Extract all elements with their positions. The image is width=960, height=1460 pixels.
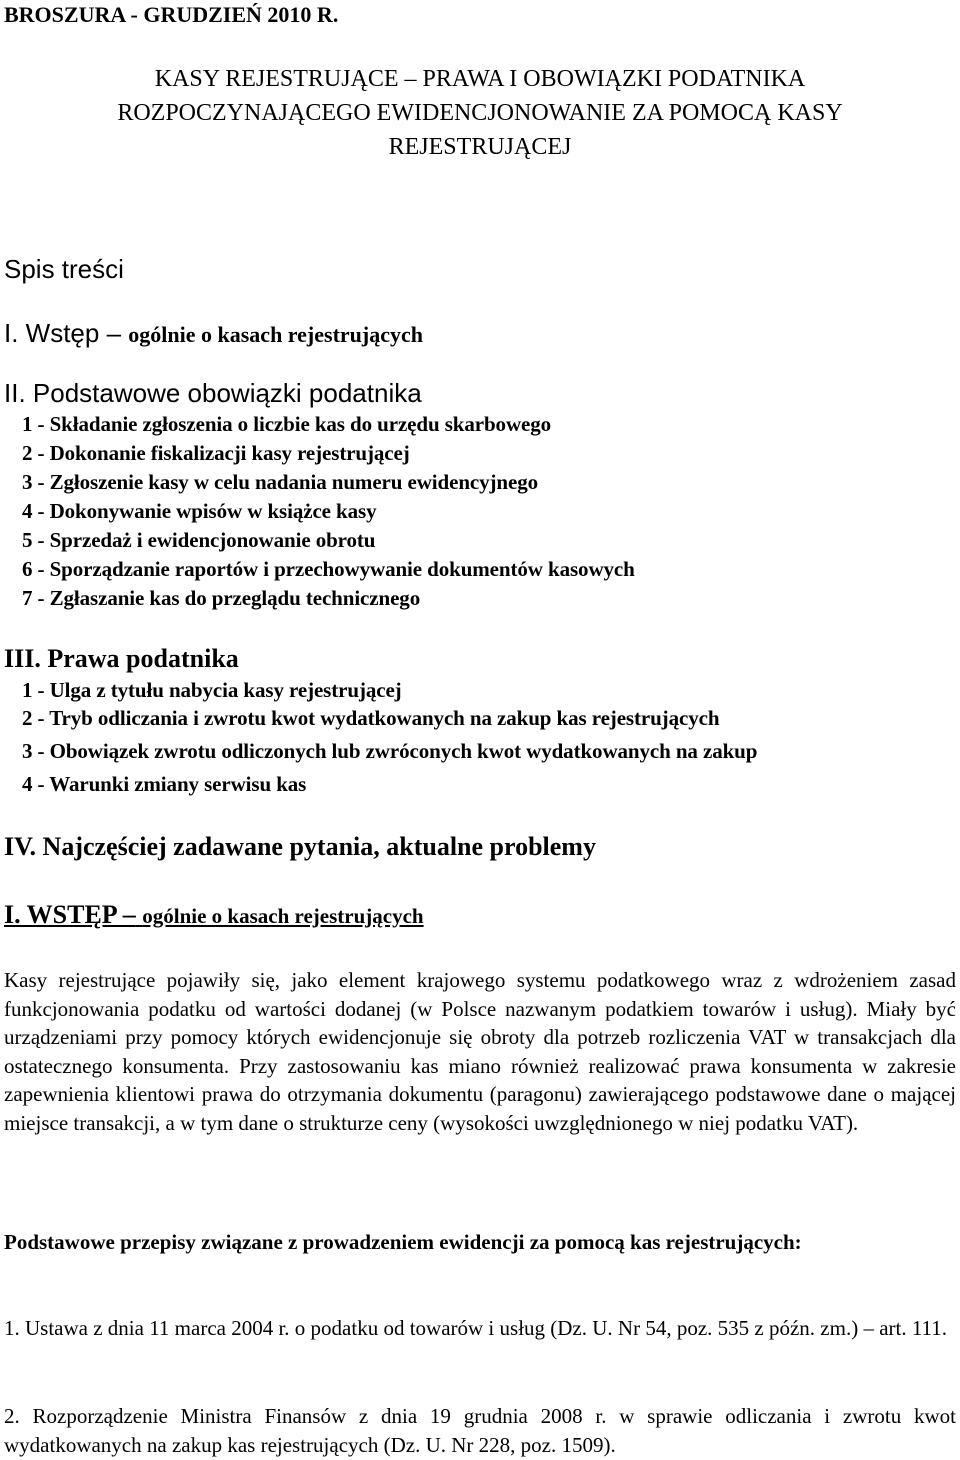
toc-item: 2 - Tryb odliczania i zwrotu kwot wydatkowanych na zakup kas rejestrujących	[22, 706, 720, 730]
toc-item: 5 - Sprzedaż i ewidencjonowanie obrotu	[22, 528, 376, 552]
toc-section-4-heading: IV. Najczęściej zadawane pytania, aktualne problemy	[4, 832, 596, 861]
toc-item: 1 - Składanie zgłoszenia o liczbie kas do urzędu skarbowego	[22, 412, 552, 436]
toc-item: 6 - Sporządzanie raportów i przechowywanie dokumentów kasowych	[22, 557, 635, 581]
document-title-line-3: REJESTRUJĄCEJ	[388, 134, 572, 160]
document-title-line-1: KASY REJESTRUJĄCE – PRAWA I OBOWIĄZKI PODATNIKA	[154, 66, 806, 92]
regulation-item-2: 2. Rozporządzenie Ministra Finansów z dnia 19 grudnia 2008 r. w sprawie odliczania i zwrotu kwot wydatkowanych na zakup kas rejestrujących (Dz. U. Nr 228, poz. 1509).	[4, 1404, 956, 1457]
regulation-item-1: 1. Ustawa z dnia 11 marca 2004 r. o podatku od towarów i usług (Dz. U. Nr 54, poz. 535 z późn. zm.) – art. 111.	[4, 1316, 948, 1340]
toc-section-2-heading: II. Podstawowe obowiązki podatnika	[4, 378, 422, 408]
document-title-line-2: ROZPOCZYNAJĄCEGO EWIDENCJONOWANIE ZA POMOCĄ KASY	[117, 100, 843, 126]
toc-item: 7 - Zgłaszanie kas do przeglądu technicznego	[22, 586, 421, 610]
toc-item: 4 - Warunki zmiany serwisu kas	[22, 772, 307, 796]
toc-section-1	[4, 318, 423, 349]
toc-item: 4 - Dokonywanie wpisów w książce kasy	[22, 499, 377, 523]
toc-item: 1 - Ulga z tytułu nabycia kasy rejestrującej	[22, 678, 402, 702]
intro-heading	[4, 900, 424, 930]
toc-item: 3 - Zgłoszenie kasy w celu nadania numeru ewidencyjnego	[22, 470, 539, 494]
toc-title: Spis treści	[4, 254, 124, 284]
toc-section-3-heading: III. Prawa podatnika	[4, 644, 239, 673]
intro-paragraph: Kasy rejestrujące pojawiły się, jako element krajowego systemu podatkowego wraz z wdrożeniem zasad funkcjonowania podatku od wartości dodanej (w Polsce nazwanym podatkiem towarów i usług). Miały być urządzeniami przy pomocy których ewidencjonuje się obroty dla potrzeb rozliczenia VAT w transakcjach dla ostatecznego konsumenta. Przy zastosowaniu kas miano również realizować prawa konsumenta w zakresie zapewnienia klientowi prawa do otrzymania dokumentu (paragonu) zawierającego podstawowe dane o mającej miejsce transakcji, a w tym dane o strukturze ceny (wysokości uwzględnionego w niej podatku VAT).	[4, 968, 956, 1135]
intro-heading-sub: ogólnie o kasach rejestrujących	[142, 904, 424, 928]
intro-heading-label: I. WSTĘP –	[4, 900, 136, 929]
regulations-heading: Podstawowe przepisy związane z prowadzeniem ewidencji za pomocą kas rejestrujących:	[4, 1230, 802, 1254]
toc-item: 3 - Obowiązek zwrotu odliczonych lub zwróconych kwot wydatkowanych na zakup	[22, 739, 758, 763]
document-header: BROSZURA - GRUDZIEŃ 2010 R.	[4, 2, 339, 27]
toc-section-1-sub: ogólnie o kasach rejestrujących	[128, 322, 424, 347]
toc-item: 2 - Dokonanie fiskalizacji kasy rejestrującej	[22, 441, 410, 465]
toc-section-1-label: I. Wstęp –	[4, 318, 122, 348]
